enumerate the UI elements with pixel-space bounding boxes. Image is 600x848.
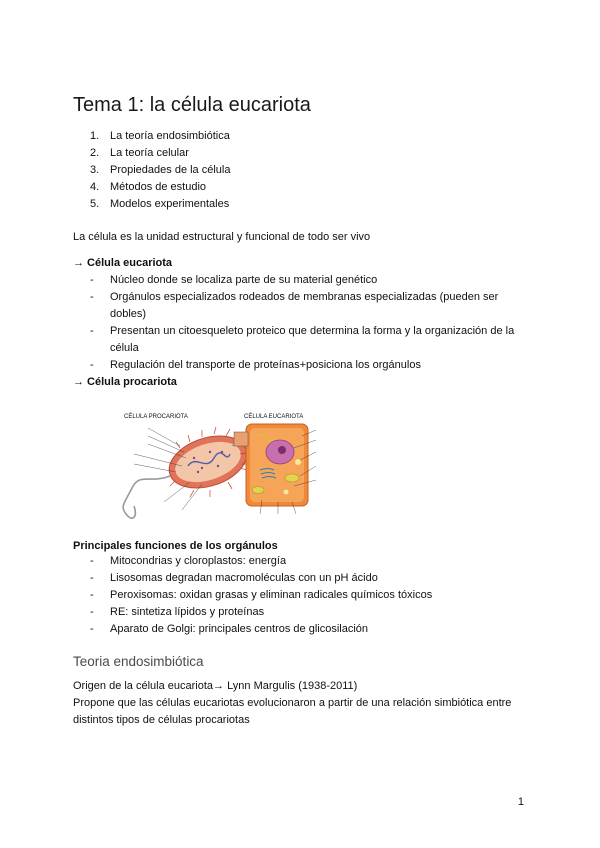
toc-item xyxy=(90,179,230,196)
eukaryote-list xyxy=(90,272,530,374)
inset-box xyxy=(234,432,248,446)
toc-item xyxy=(90,196,230,213)
toc-item xyxy=(90,162,230,179)
toc-label: La teoría celular xyxy=(110,147,189,159)
origin-line: Origen de la célula eucariota→ Lynn Margulis (1938-2011) xyxy=(73,680,358,692)
eukaryote-heading: → Célula eucariota xyxy=(73,257,173,269)
table-of-contents xyxy=(90,128,230,213)
page-title: Tema 1: la célula eucariota xyxy=(73,94,311,116)
mitochondrion-shape xyxy=(285,474,299,482)
list-item xyxy=(90,553,530,570)
list-item xyxy=(90,289,530,323)
list-item xyxy=(90,604,530,621)
vesicle-shape xyxy=(284,490,289,495)
dash-marker: - xyxy=(90,359,94,371)
list-item-text: Orgánulos especializados rodeados de membranas especializadas (pueden ser dobles) xyxy=(110,291,499,320)
toc-number: 4. xyxy=(90,181,100,193)
figure-left-title: CÉLULA PROCARIOTA xyxy=(124,414,188,420)
nucleolus-shape xyxy=(278,446,286,454)
list-item xyxy=(90,587,530,604)
dash-marker: - xyxy=(90,623,94,635)
dash-marker: - xyxy=(90,291,94,303)
dash-marker: - xyxy=(90,274,94,286)
list-item xyxy=(90,272,530,289)
list-item xyxy=(90,570,530,587)
toc-number: 2. xyxy=(90,147,100,159)
theory-paragraph: Propone que las células eucariotas evolucionaron a partir de una relación simbiótica entre distintos tipos de células procariotas xyxy=(73,697,512,726)
toc-item xyxy=(90,145,230,162)
list-item-text: Lisosomas degradan macromoléculas con un pH ácido xyxy=(110,572,378,584)
toc-label: Modelos experimentales xyxy=(110,198,230,210)
toc-label: La teoría endosimbiótica xyxy=(110,130,230,142)
list-item xyxy=(90,621,530,638)
toc-number: 1. xyxy=(90,130,100,142)
toc-item xyxy=(90,128,230,145)
organelles-list xyxy=(90,553,530,638)
list-item-text: Mitocondrias y cloroplastos: energía xyxy=(110,555,287,567)
list-item-text: Aparato de Golgi: principales centros de glicosilación xyxy=(110,623,369,635)
dash-marker: - xyxy=(90,606,94,618)
toc-label: Métodos de estudio xyxy=(110,181,207,193)
list-item xyxy=(90,323,530,357)
dash-marker: - xyxy=(90,325,94,337)
toc-number: 3. xyxy=(90,164,100,176)
mitochondrion-shape xyxy=(252,487,264,494)
page-number: 1 xyxy=(517,796,524,808)
list-item-text: Núcleo donde se localiza parte de su material genético xyxy=(110,274,378,286)
list-item-text: Presentan un citoesqueleto proteico que determina la forma y la organización de la célula xyxy=(110,325,515,354)
toc-number: 5. xyxy=(90,198,100,210)
toc-label: Propiedades de la célula xyxy=(110,164,231,176)
dash-marker: - xyxy=(90,589,94,601)
list-item-text: RE: sintetiza lípidos y proteínas xyxy=(110,606,265,618)
dash-marker: - xyxy=(90,572,94,584)
organelles-heading: Principales funciones de los orgánulos xyxy=(73,540,278,552)
intro-paragraph: La célula es la unidad estructural y funcional de todo ser vivo xyxy=(73,231,371,243)
list-item xyxy=(90,357,530,374)
list-item-text: Peroxisomas: oxidan grasas y eliminan radicales químicos tóxicos xyxy=(110,589,433,601)
list-item-text: Regulación del transporte de proteínas+posiciona los orgánulos xyxy=(110,359,421,371)
dash-marker: - xyxy=(90,555,94,567)
cell-comparison-figure xyxy=(110,406,336,524)
section-heading: Teoria endosimbiótica xyxy=(73,654,204,669)
figure-right-title: CÉLULA EUCARIOTA xyxy=(244,414,304,420)
prokaryote-heading: → Célula procariota xyxy=(73,376,177,388)
